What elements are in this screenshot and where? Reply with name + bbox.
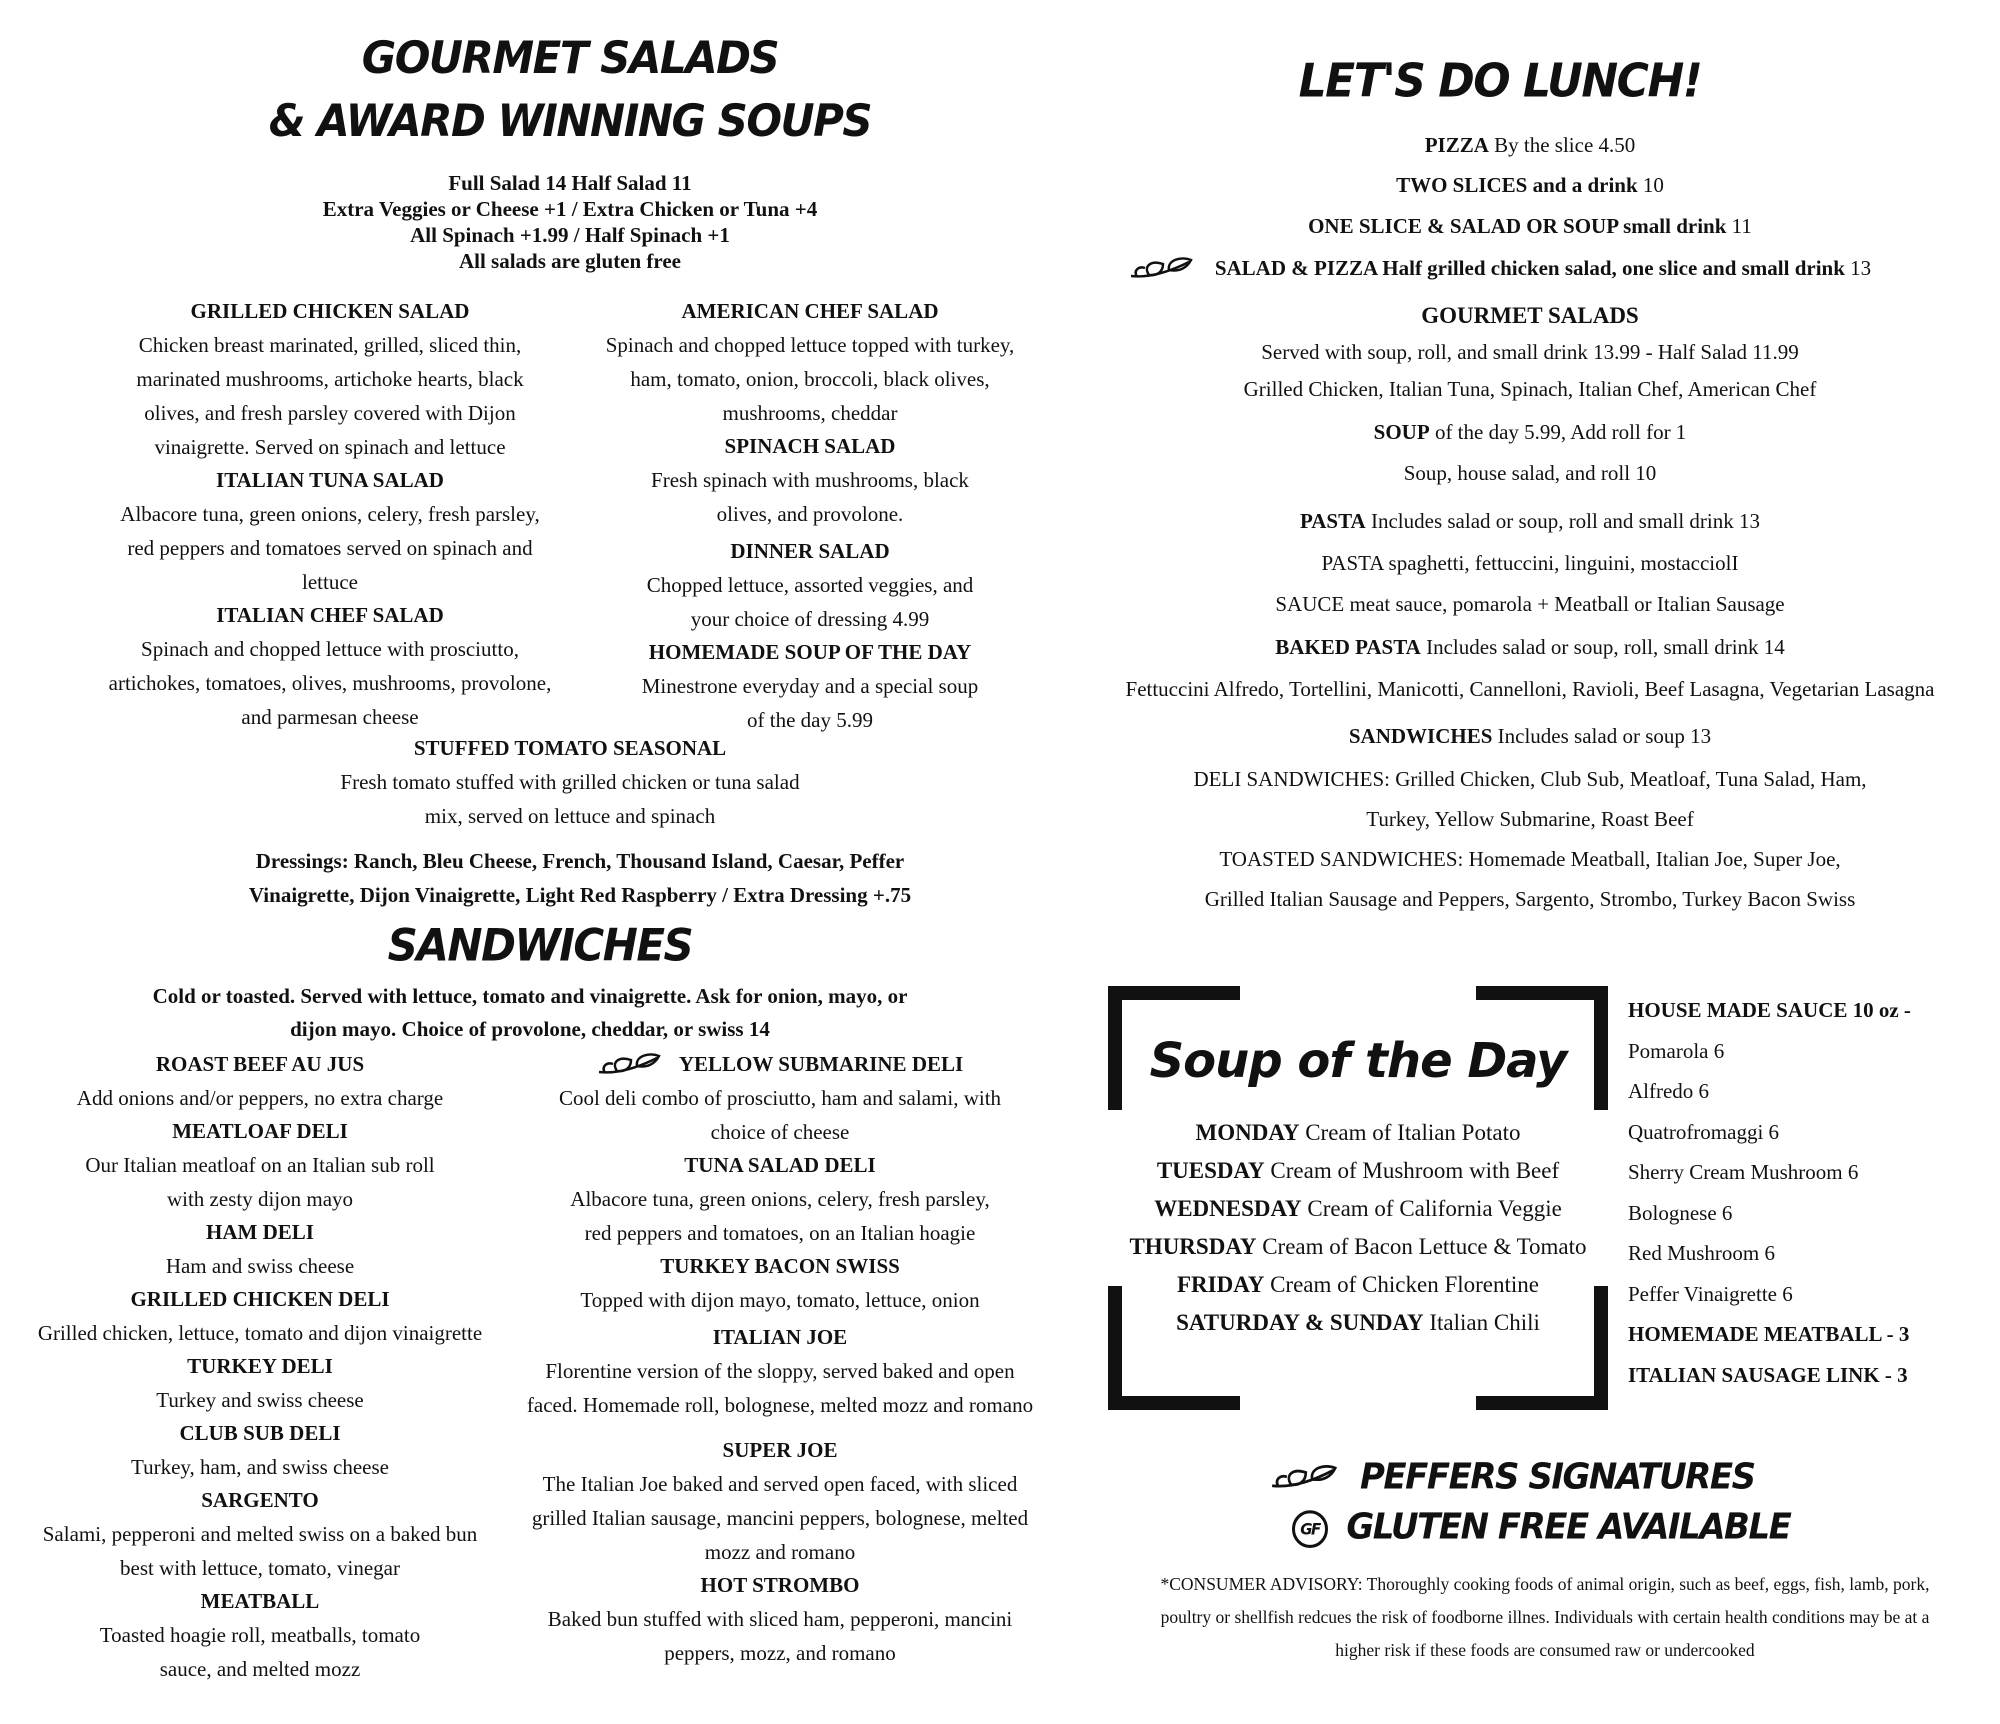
menu-item-grilled-chicken-salad [80,295,580,464]
soup-day-row [1108,1114,1608,1152]
item-title: DINNER SALAD [730,539,890,563]
menu-item-roast-beef [0,1048,520,1115]
item-title: ROAST BEEF AU JUS [155,1052,365,1076]
lunch-baked-bold: BAKED PASTA [1275,635,1421,659]
soup-day-name: WEDNESDAY [1154,1196,1302,1221]
item-desc-line: Florentine version of the sloppy, served baked and open [545,1359,1015,1383]
soup-day-name: SATURDAY & SUNDAY [1176,1310,1424,1335]
menu-item-turkey-bacon-swiss [510,1250,1050,1317]
house-sauces [1628,990,1988,1395]
item-title: TURKEY BACON SWISS [660,1254,900,1278]
item-desc-line: with zesty dijon mayo [166,1187,354,1211]
menu-item-italian-tuna-salad [80,464,580,599]
item-desc-line: sauce, and melted mozz [159,1657,361,1681]
item-desc-line: Cool deli combo of prosciutto, ham and salami, with [558,1086,1002,1110]
soup-day-row [1108,1152,1608,1190]
menu-item-club-sub-deli [0,1417,520,1484]
item-desc-line: ham, tomato, onion, broccoli, black olives, [630,367,990,391]
lunch-pasta-bold: PASTA [1300,509,1366,533]
menu-item-super-joe [510,1434,1050,1569]
soup-day-name: FRIDAY [1177,1272,1265,1297]
menu-item-hot-strombo [510,1569,1050,1670]
menu-item-homemade-soup [580,636,1040,737]
lunch-soup-text: of the day 5.99, Add roll for 1 [1429,420,1687,444]
item-desc-line: Add onions and/or peppers, no extra charge [76,1086,444,1110]
salads-left-column [80,295,580,734]
sandwiches-intro [60,980,1000,1046]
bracket-bottom-right-h [1476,1396,1608,1410]
item-desc-line: Salami, pepperoni and melted swiss on a baked bun [42,1522,478,1546]
sauces-title: HOUSE MADE SAUCE 10 oz - [1628,998,1911,1022]
item-title [510,1048,1050,1081]
item-desc-line: Turkey and swiss cheese [156,1388,364,1412]
salads-heading-line2: & AWARD WINNING SOUPS [268,95,872,147]
item-title: SUPER JOE [722,1438,838,1462]
menu-item-american-chef-salad [580,295,1040,430]
lunch-toasted-line1: TOASTED SANDWICHES: Homemade Meatball, Italian Joe, Super Joe, [1219,847,1841,871]
lunch-pizza-text: By the slice 4.50 [1488,133,1636,157]
legend-gluten-free-text: GLUTEN FREE AVAILABLE [1346,1506,1791,1548]
sandwiches-intro-line: Cold or toasted. Served with lettuce, tomato and vinaigrette. Ask for onion, mayo, or [152,984,908,1008]
item-desc-line: marinated mushrooms, artichoke hearts, black [136,367,524,391]
pricing-line: Full Salad 14 Half Salad 11 [448,171,692,195]
item-desc-line: best with lettuce, tomato, vinegar [120,1556,400,1580]
dressings-line: Dressings: Ranch, Bleu Cheese, French, Thousand Island, Caesar, Peffer [255,849,905,873]
item-title: HOMEMADE SOUP OF THE DAY [648,640,972,664]
soup-day-soup: Cream of Chicken Florentine [1264,1272,1539,1297]
item-desc-line: mix, served on lettuce and spinach [424,804,716,828]
item-desc-line: mozz and romano [704,1540,856,1564]
soup-of-day-box [1108,986,1608,1410]
item-desc-line: Our Italian meatloaf on an Italian sub roll [85,1153,435,1177]
menu-item-spinach-salad [580,430,1040,531]
item-desc-line: vinaigrette. Served on spinach and lettuce [154,435,506,459]
item-title: STUFFED TOMATO SEASONAL [413,736,727,760]
legend-signatures-text: PEFFERS SIGNATURES [1360,1456,1755,1498]
item-desc-line: Fresh spinach with mushrooms, black [651,468,969,492]
salads-right-column [580,295,1040,737]
menu-item-italian-joe [510,1321,1050,1422]
item-title: CLUB SUB DELI [179,1421,341,1445]
salads-heading-line1: GOURMET SALADS [361,32,779,84]
lunch-salad-pizza-bold: SALAD & PIZZA Half grilled chicken salad, one slice and small drink [1214,256,1845,280]
gluten-free-icon: GF [1292,1510,1328,1548]
menu-item-sargento [0,1484,520,1585]
lunch-gourmet-line2: Grilled Chicken, Italian Tuna, Spinach, Italian Chef, American Chef [1243,377,1817,401]
salads-pricing [190,170,950,274]
soup-day-soup: Cream of Bacon Lettuce & Tomato [1256,1234,1587,1259]
item-desc-line: Baked bun stuffed with sliced ham, pepperoni, mancini [547,1607,1013,1631]
sauce-item: Alfredo 6 [1628,1079,1710,1103]
item-desc-line: Chopped lettuce, assorted veggies, and [646,573,974,597]
sauce-meatball: HOMEMADE MEATBALL - 3 [1628,1322,1910,1346]
item-desc-line: your choice of dressing 4.99 [690,607,930,631]
lunch-gourmet-title: GOURMET SALADS [1421,303,1639,328]
item-desc-line: grilled Italian sausage, mancini peppers, bolognese, melted [531,1506,1029,1530]
pricing-line: All Spinach +1.99 / Half Spinach +1 [410,223,730,247]
lunch-salad-pizza [1090,247,1970,289]
item-desc-line: Albacore tuna, green onions, celery, fresh parsley, [570,1187,990,1211]
soup-day-soup: Cream of Italian Potato [1299,1120,1521,1145]
sandwiches-heading: SANDWICHES [387,919,693,972]
item-title: TUNA SALAD DELI [684,1153,876,1177]
lunch-sandwiches [1090,713,1970,759]
item-desc-line: Spinach and chopped lettuce with prosciutto, [141,637,519,661]
lunch-pizza [1090,125,1970,165]
leaf-icon [597,1052,673,1080]
item-title: MEATBALL [200,1589,320,1613]
bracket-top-left-h [1108,986,1240,1000]
item-desc-line: Topped with dijon mayo, tomato, lettuce, onion [580,1288,980,1312]
sauce-sausage: ITALIAN SAUSAGE LINK - 3 [1628,1362,1908,1387]
sandwiches-right-column [510,1048,1050,1670]
advisory-line: higher risk if these foods are consumed raw or undercooked [1335,1640,1755,1660]
soup-of-day-heading: Soup of the Day [1149,1033,1567,1089]
item-desc-line: Albacore tuna, green onions, celery, fresh parsley, [120,502,540,526]
menu-item-turkey-deli [0,1350,520,1417]
soup-day-soup: Cream of Mushroom with Beef [1264,1158,1560,1183]
lunch-salad-pizza-text: 13 [1844,256,1872,280]
dressings [150,844,1010,912]
sandwiches-intro-line: dijon mayo. Choice of provolone, cheddar, or swiss 14 [290,1017,770,1041]
item-desc-line: mushrooms, cheddar [722,401,898,425]
dressings-line: Vinaigrette, Dijon Vinaigrette, Light Red Raspberry / Extra Dressing +.75 [248,883,912,907]
sauce-item: Pomarola 6 [1628,1038,1725,1063]
legend-gluten-free [1270,1501,1830,1554]
item-title: SARGENTO [201,1488,319,1512]
lunch-soup [1090,411,1970,453]
menu-item-grilled-chicken-deli [0,1283,520,1350]
leaf-icon [1129,255,1205,285]
menu-item-stuffed-tomato [270,732,870,833]
lunch-one-slice [1090,205,1970,247]
lunch-baked [1090,625,1970,669]
lunch-two-slices [1090,165,1970,205]
item-desc-line: red peppers and tomatoes, on an Italian hoagie [584,1221,976,1245]
soup-day-row [1108,1304,1608,1342]
lunch-deli-line1: DELI SANDWICHES: Grilled Chicken, Club Sub, Meatloaf, Tuna Salad, Ham, [1193,767,1867,791]
lunch-soup-line2: Soup, house salad, and roll 10 [1403,461,1657,485]
advisory-line: poultry or shellfish redcues the risk of foodborne illnes. Individuals with certain health conditions may be at a [1160,1607,1930,1627]
item-desc-line: Chicken breast marinated, grilled, sliced thin, [138,333,522,357]
lunch-pasta-text: Includes salad or soup, roll and small drink 13 [1365,509,1760,533]
soup-day-row [1108,1190,1608,1228]
soup-day-name: MONDAY [1195,1120,1300,1145]
sauce-item: Bolognese 6 [1628,1200,1733,1225]
item-title: GRILLED CHICKEN DELI [130,1287,390,1311]
item-desc-line: red peppers and tomatoes served on spinach and [127,536,533,560]
leaf-icon [1270,1461,1350,1497]
soup-day-row [1108,1228,1608,1266]
item-desc-line: The Italian Joe baked and served open faced, with sliced [542,1472,1018,1496]
lunch-one-slice-bold: ONE SLICE & SALAD OR SOUP small drink [1308,214,1727,238]
lunch-two-slices-bold: TWO SLICES and a drink [1396,173,1638,197]
lunch-baked-line2: Fettuccini Alfredo, Tortellini, Manicotti, Cannelloni, Ravioli, Beef Lasagna, Vegetarian Lasagna [1125,677,1935,701]
item-desc-line: Grilled chicken, lettuce, tomato and dijon vinaigrette [37,1321,483,1345]
item-desc-line: olives, and provolone. [716,502,904,526]
sauce-item: Red Mushroom 6 [1628,1241,1775,1265]
item-desc-line: choice of cheese [710,1120,850,1144]
lunch-sandwiches-bold: SANDWICHES [1348,724,1493,748]
item-desc-line: Turkey, ham, and swiss cheese [131,1455,389,1479]
bracket-top-right-h [1476,986,1608,1000]
item-title: HAM DELI [206,1220,314,1244]
soup-day-soup: Cream of California Veggie [1301,1196,1562,1221]
lunch-pasta-line3: SAUCE meat sauce, pomarola + Meatball or Italian Sausage [1275,592,1785,616]
sauce-item: Sherry Cream Mushroom 6 [1628,1160,1859,1184]
item-desc-line: faced. Homemade roll, bolognese, melted mozz and romano [526,1393,1034,1417]
lunch-baked-text: Includes salad or soup, roll, small drink 14 [1420,635,1785,659]
pricing-line: All salads are gluten free [458,249,682,273]
menu-item-dinner-salad [580,535,1040,636]
salads-heading [180,27,960,153]
soup-days-list [1108,1114,1608,1342]
item-desc-line: olives, and fresh parsley covered with Dijon [144,401,516,425]
pricing-line: Extra Veggies or Cheese +1 / Extra Chicken or Tuna +4 [322,197,818,221]
advisory-line: *CONSUMER ADVISORY: Thoroughly cooking foods of animal origin, such as beef, eggs, fish, lamb, pork, [1160,1574,1930,1594]
lunch-block [1090,125,1970,919]
sandwiches-left-column [0,1048,520,1686]
item-title: MEATLOAF DELI [172,1119,348,1143]
lunch-soup-bold: SOUP [1373,420,1430,444]
soup-day-row [1108,1266,1608,1304]
soup-day-name: THURSDAY [1129,1234,1257,1259]
lunch-deli-line2: Turkey, Yellow Submarine, Roast Beef [1366,807,1694,831]
lunch-toasted-line2: Grilled Italian Sausage and Peppers, Sargento, Strombo, Turkey Bacon Swiss [1204,887,1856,911]
item-desc-line: of the day 5.99 [747,708,873,732]
item-desc-line: Spinach and chopped lettuce topped with turkey, [605,333,1015,357]
legend-signatures [1270,1451,1830,1504]
item-title-text: YELLOW SUBMARINE DELI [678,1052,964,1076]
item-desc-line: Minestrone everyday and a special soup [641,674,979,698]
menu-item-ham-deli [0,1216,520,1283]
sauce-item: Peffer Vinaigrette 6 [1628,1281,1793,1306]
menu-item-tuna-salad-deli [510,1149,1050,1250]
item-desc-line: lettuce [302,570,358,594]
soup-day-name: TUESDAY [1156,1158,1265,1183]
item-desc-line: peppers, mozz, and romano [664,1641,896,1665]
item-title: ITALIAN TUNA SALAD [216,468,444,492]
item-desc-line: Ham and swiss cheese [165,1254,355,1278]
item-title: ITALIAN JOE [712,1325,848,1349]
lunch-pasta [1090,499,1970,543]
lunch-heading: LET'S DO LUNCH! [1298,54,1702,109]
item-desc-line: Fresh tomato stuffed with grilled chicken or tuna salad [340,770,800,794]
item-desc-line: Toasted hoagie roll, meatballs, tomato [99,1623,421,1647]
item-desc-line: and parmesan cheese [241,705,419,729]
sauce-item: Quatrofromaggi 6 [1628,1119,1780,1144]
item-title: GRILLED CHICKEN SALAD [190,299,470,323]
menu-item-meatball [0,1585,520,1686]
menu-item-italian-chef-salad [80,599,580,734]
item-title: SPINACH SALAD [724,434,896,458]
item-title: TURKEY DELI [187,1354,333,1378]
consumer-advisory [1100,1568,1990,1667]
lunch-pasta-line2: PASTA spaghetti, fettuccini, linguini, mostacciolI [1321,551,1739,575]
bracket-bottom-left-h [1108,1396,1240,1410]
lunch-sandwiches-text: Includes salad or soup 13 [1492,724,1712,748]
item-title: AMERICAN CHEF SALAD [681,299,939,323]
item-title: HOT STROMBO [700,1573,860,1597]
lunch-pizza-bold: PIZZA [1424,133,1489,157]
soup-day-soup: Italian Chili [1423,1310,1540,1335]
lunch-one-slice-text: 11 [1726,214,1752,238]
legend [1270,1452,1830,1552]
menu-item-meatloaf-deli [0,1115,520,1216]
item-title: ITALIAN CHEF SALAD [216,603,444,627]
menu-item-yellow-submarine [510,1048,1050,1149]
item-desc-line: artichokes, tomatoes, olives, mushrooms, provolone, [108,671,552,695]
lunch-two-slices-text: 10 [1637,173,1664,197]
lunch-gourmet-line1: Served with soup, roll, and small drink 13.99 - Half Salad 11.99 [1261,340,1799,364]
